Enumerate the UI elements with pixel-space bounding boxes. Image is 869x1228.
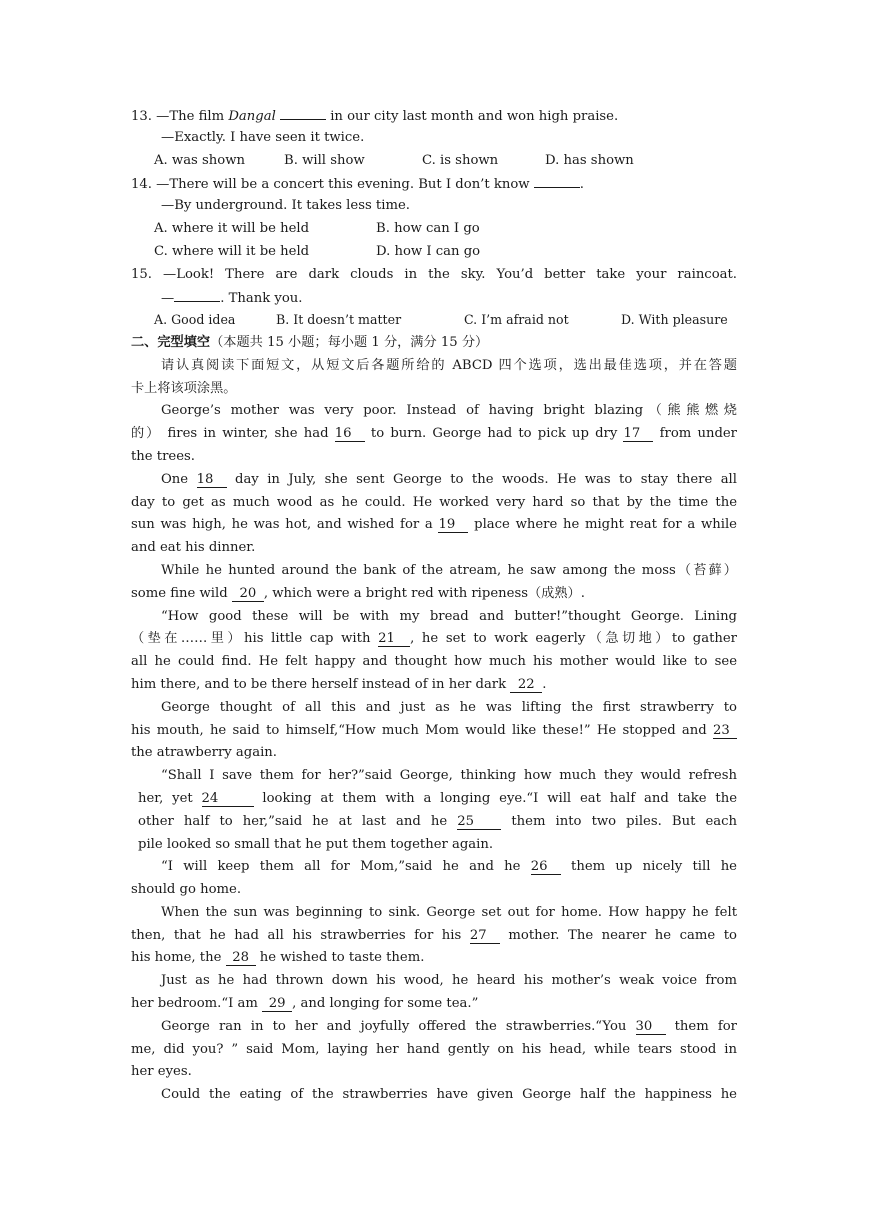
blank-17: 17 xyxy=(623,426,653,442)
question-14-stem: 14. —There will be a concert this evening. But I don’t know . xyxy=(131,172,737,195)
blank-29: 29 xyxy=(262,996,292,1012)
passage-line: 的） fires in winter, she had 16 to burn. George had to pick up dry 17 from under xyxy=(131,426,737,442)
option-d: D. With pleasure xyxy=(621,312,728,328)
passage-line: her bedroom.“I am 29 , and longing for some tea.” xyxy=(131,996,479,1012)
exam-page xyxy=(131,104,737,1107)
passage-line: her, yet 24 looking at them with a longing eye.“I will eat half and take the xyxy=(138,790,737,806)
passage-line: George’s mother was very poor. Instead of having bright blazing（熊熊燃烧 xyxy=(161,403,737,419)
answer-blank xyxy=(534,172,580,188)
passage-line: “Shall I save them for her?”said George, thinking how much they would refresh xyxy=(161,768,737,784)
question-15-stem: 15. —Look! There are dark clouds in the sky. You’d better take your raincoat. xyxy=(131,266,737,282)
blank-18: 18 xyxy=(197,472,227,488)
film-title: Dangal xyxy=(228,109,276,124)
blank-28: 28 xyxy=(226,950,256,966)
question-15-reply: — . Thank you. xyxy=(131,286,737,309)
blank-24: 24 xyxy=(202,791,254,807)
passage-line: his mouth, he said to himself,“How much Mom would like these!” He stopped and 23 xyxy=(131,720,737,743)
option-c: C. is shown xyxy=(422,152,499,168)
passage-line: Could the eating of the strawberries have given George half the happiness he xyxy=(161,1087,737,1103)
passage-line: all he could find. He felt happy and thought how much his mother would like to see xyxy=(131,654,737,670)
option-b: B. will show xyxy=(284,152,365,168)
option-d: D. has shown xyxy=(545,152,634,168)
option-a: A. where it will be held xyxy=(154,220,310,236)
passage-line: me, did you? ” said Mom, laying her hand gently on his head, while tears stood in xyxy=(131,1041,737,1057)
passage-line: When the sun was beginning to sink. George set out for home. How happy he felt xyxy=(161,904,737,920)
passage-line: the trees. xyxy=(131,448,195,464)
passage-line: While he hunted around the bank of the atream, he saw among the moss（苔藓） xyxy=(161,562,737,578)
blank-22: 22 xyxy=(510,677,542,693)
answer-blank xyxy=(280,104,326,120)
passage-line: pile looked so small that he put them together again. xyxy=(138,836,494,852)
option-b: B. It doesn’t matter xyxy=(276,312,402,328)
section-title: 二、完型填空 xyxy=(131,334,211,350)
option-a: A. was shown xyxy=(154,152,245,168)
section-instructions-line2: 卡上将该项涂黑。 xyxy=(131,380,237,396)
section-heading xyxy=(131,332,737,355)
section-note: （本题共 15 小题；每小题 1 分，满分 15 分） xyxy=(210,334,489,350)
passage-line: him there, and to be there herself instead of in her dark 22 . xyxy=(131,676,547,692)
passage-line: day to get as much wood as he could. He worked very hard so that by the time the xyxy=(131,494,737,510)
blank-16: 16 xyxy=(335,426,365,442)
passage-line: some fine wild 20 , which were a bright red with ripeness（成熟）. xyxy=(131,585,585,601)
blank-26: 26 xyxy=(531,859,561,875)
question-13-options xyxy=(131,150,737,173)
option-c: C. where will it be held xyxy=(154,243,310,259)
passage-line: sun was high, he was hot, and wished for a 19 place where he might reat for a while xyxy=(131,517,737,533)
passage-line: the atrawberry again. xyxy=(131,745,277,761)
question-15-options xyxy=(131,309,737,332)
passage-line: her eyes. xyxy=(131,1064,192,1080)
passage-line: then, that he had all his strawberries for his 27 mother. The nearer he came to xyxy=(131,927,737,943)
passage-line: “I will keep them all for Mom,”said he and he 26 them up nicely till he xyxy=(161,859,737,875)
option-a: A. Good idea xyxy=(154,312,236,328)
passage-line: George thought of all this and just as he was lifting the first strawberry to xyxy=(161,699,737,715)
blank-27: 27 xyxy=(470,928,500,944)
blank-19: 19 xyxy=(438,517,468,533)
blank-25: 25 xyxy=(457,814,501,830)
option-b: B. how can I go xyxy=(376,220,480,236)
question-13-reply: —Exactly. I have seen it twice. xyxy=(161,129,365,145)
option-c: C. I’m afraid not xyxy=(464,312,569,328)
passage-line: other half to her,”said he at last and he 25 them into two piles. But each xyxy=(138,813,737,829)
option-d: D. how I can go xyxy=(376,243,481,259)
question-14-options-row2 xyxy=(131,241,737,264)
blank-30: 30 xyxy=(636,1019,666,1035)
blank-23: 23 xyxy=(713,723,737,739)
question-14-reply: —By underground. It takes less time. xyxy=(161,198,410,214)
passage-line: Just as he had thrown down his wood, he heard his mother’s weak voice from xyxy=(161,973,737,989)
passage-line: George ran in to her and joyfully offered the strawberries.“You 30 them for xyxy=(161,1018,737,1034)
passage-line: “How good these will be with my bread and butter!”thought George. Lining xyxy=(161,608,737,624)
passage-line: and eat his dinner. xyxy=(131,540,256,556)
passage-line: （垫在……里）his little cap with 21 , he set to work eagerly（急切地）to gather xyxy=(131,631,737,647)
question-13-stem: 13. —The film Dangal in our city last month and won high praise. xyxy=(131,104,737,127)
answer-blank xyxy=(174,286,220,302)
blank-21: 21 xyxy=(378,631,410,647)
passage-line: One 18 day in July, she sent George to the woods. He was to stay there all xyxy=(161,471,737,487)
passage-line: his home, the 28 he wished to taste them. xyxy=(131,950,425,966)
blank-20: 20 xyxy=(232,586,264,602)
passage-line: should go home. xyxy=(131,882,242,898)
question-14-options-row1 xyxy=(131,218,737,241)
section-instructions-line1: 请认真阅读下面短文，从短文后各题所给的 ABCD 四个选项，选出最佳选项，并在答题 xyxy=(161,357,737,373)
